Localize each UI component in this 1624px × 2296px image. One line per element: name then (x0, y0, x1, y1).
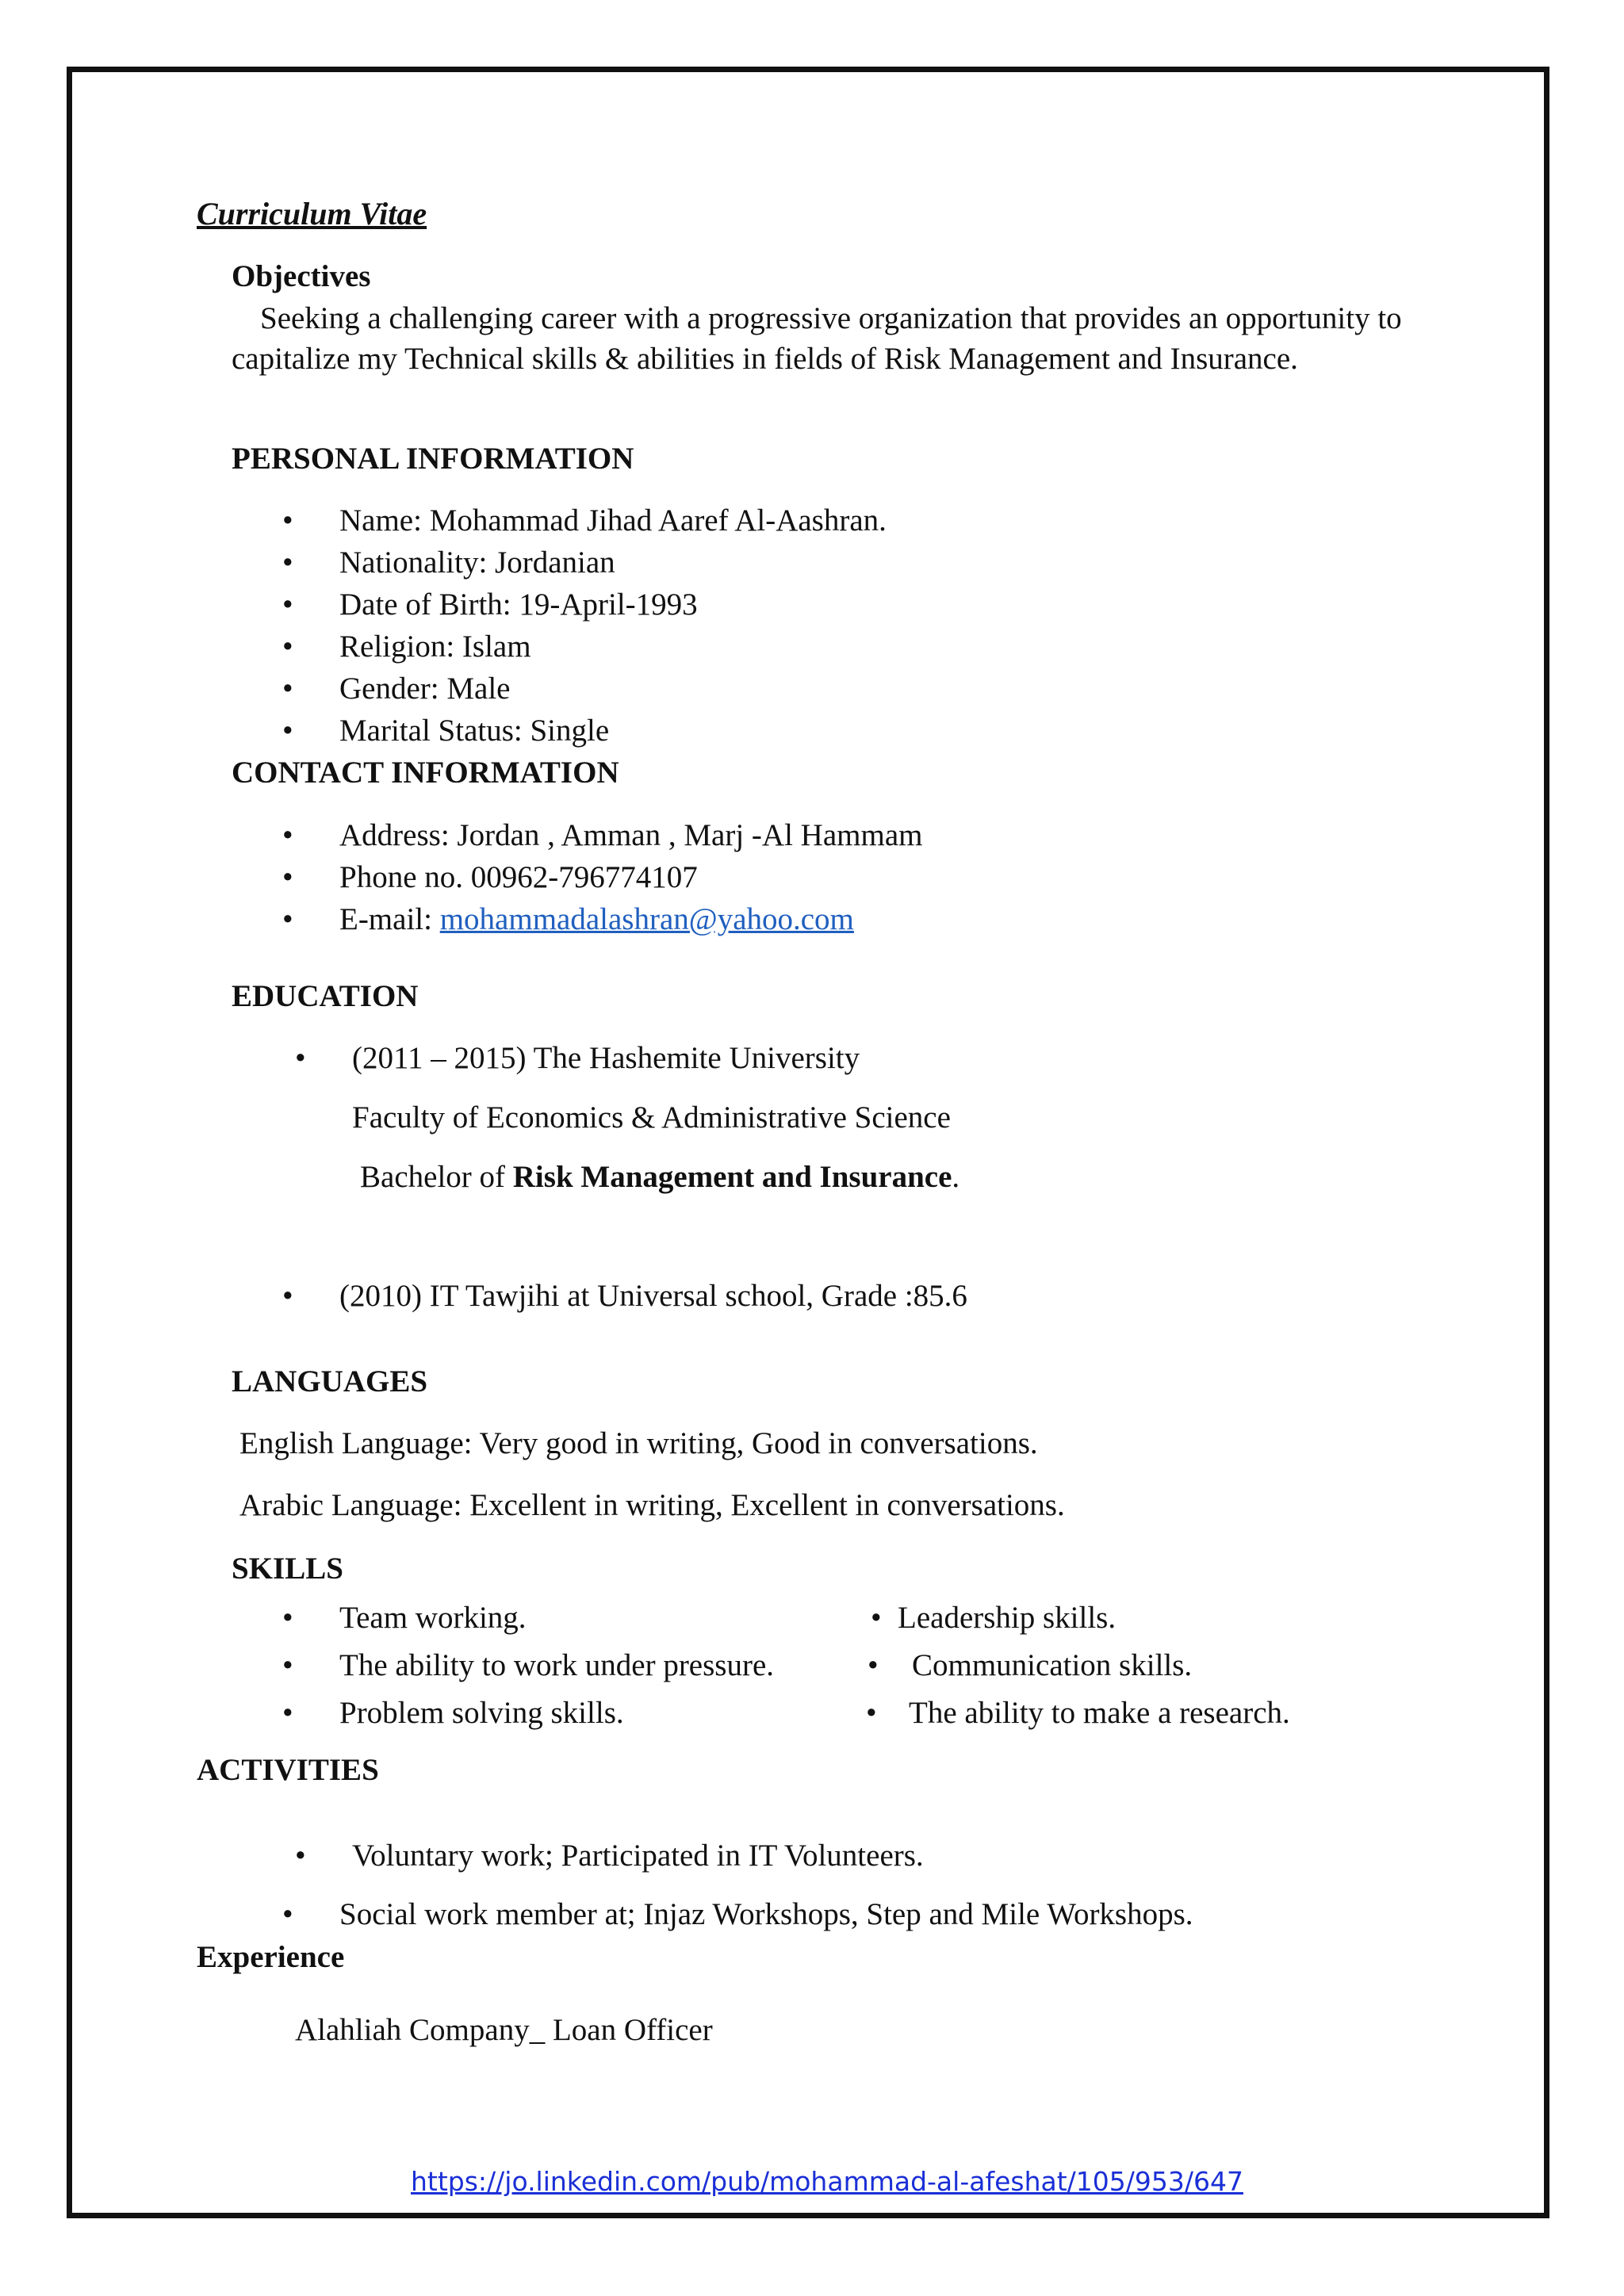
bullet-icon: • (868, 1648, 879, 1682)
bullet-icon: • (295, 1041, 306, 1075)
skill-item: Team working. (339, 1601, 527, 1635)
bullet-icon: • (282, 629, 293, 664)
objectives-text-content: Seeking a challenging career with a progressive organization that provides an opportunity to capitalize my Technical skills & abilities in fields of Risk Management and Insurance. (232, 301, 1402, 376)
personal-item-marital: Marital Status: Single (339, 714, 610, 748)
personal-item-dob: Date of Birth: 19-April-1993 (339, 587, 698, 622)
email-link[interactable]: mohammadalashran@yahoo.com (439, 902, 854, 936)
degree-suffix: . (952, 1160, 960, 1194)
education-university: (2011 – 2015) The Hashemite University (352, 1041, 860, 1075)
languages-heading: LANGUAGES (232, 1364, 428, 1399)
bullet-icon: • (866, 1696, 877, 1730)
bullet-icon: • (282, 1601, 293, 1635)
bullet-icon: • (282, 860, 293, 894)
bullet-icon: • (282, 1648, 293, 1682)
contact-address: Address: Jordan , Amman , Marj -Al Hammam (339, 818, 923, 852)
contact-phone: Phone no. 00962-796774107 (339, 860, 698, 894)
personal-info-heading: PERSONAL INFORMATION (232, 442, 634, 476)
bullet-icon: • (282, 503, 293, 538)
experience-item: Alahliah Company_ Loan Officer (295, 2013, 713, 2047)
bullet-icon: • (295, 1839, 306, 1873)
bullet-icon: • (282, 672, 293, 706)
objectives-heading: Objectives (232, 259, 371, 293)
email-label: E-mail: (339, 902, 440, 936)
contact-info-heading: CONTACT INFORMATION (232, 756, 619, 790)
education-faculty: Faculty of Economics & Administrative Science (352, 1100, 951, 1135)
language-arabic: Arabic Language: Excellent in writing, Excellent in conversations. (239, 1488, 1065, 1522)
personal-item-gender: Gender: Male (339, 672, 511, 706)
degree-prefix: Bachelor of (360, 1160, 513, 1194)
activities-heading: ACTIVITIES (197, 1753, 379, 1787)
skill-item: Communication skills. (912, 1648, 1193, 1682)
bullet-icon: • (282, 545, 293, 580)
degree-major: Risk Management and Insurance (512, 1160, 952, 1194)
skill-item: Leadership skills. (898, 1601, 1116, 1635)
bullet-icon: • (282, 902, 293, 936)
cv-title: Curriculum Vitae (197, 196, 427, 232)
bullet-icon: • (282, 1279, 293, 1313)
education-tawjihi: (2010) IT Tawjihi at Universal school, Grade :85.6 (339, 1279, 967, 1313)
personal-item-nationality: Nationality: Jordanian (339, 545, 615, 580)
bullet-icon: • (282, 714, 293, 748)
skills-heading: SKILLS (232, 1552, 343, 1586)
education-heading: EDUCATION (232, 979, 419, 1013)
skill-item: The ability to make a research. (909, 1696, 1290, 1730)
activity-voluntary: Voluntary work; Participated in IT Volunteers. (352, 1839, 924, 1873)
language-english: English Language: Very good in writing, Good in conversations. (239, 1426, 1038, 1460)
education-degree (360, 1159, 959, 1195)
skill-item: The ability to work under pressure. (339, 1648, 775, 1682)
personal-item-religion: Religion: Islam (339, 629, 531, 664)
bullet-icon: • (282, 818, 293, 852)
bullet-icon: • (871, 1601, 882, 1635)
bullet-icon: • (282, 587, 293, 622)
bullet-icon: • (282, 1696, 293, 1730)
page-border (67, 67, 1549, 2218)
skill-item: Problem solving skills. (339, 1696, 624, 1730)
experience-heading: Experience (197, 1940, 345, 1974)
personal-item-name: Name: Mohammad Jihad Aaref Al-Aashran. (339, 503, 887, 538)
activity-social: Social work member at; Injaz Workshops, Step and Mile Workshops. (339, 1897, 1193, 1931)
bullet-icon: • (282, 1897, 293, 1931)
contact-email-row (339, 901, 854, 937)
linkedin-link[interactable]: https://jo.linkedin.com/pub/mohammad-al-afeshat/105/953/647 (411, 2166, 1243, 2197)
objectives-text (232, 298, 1445, 379)
